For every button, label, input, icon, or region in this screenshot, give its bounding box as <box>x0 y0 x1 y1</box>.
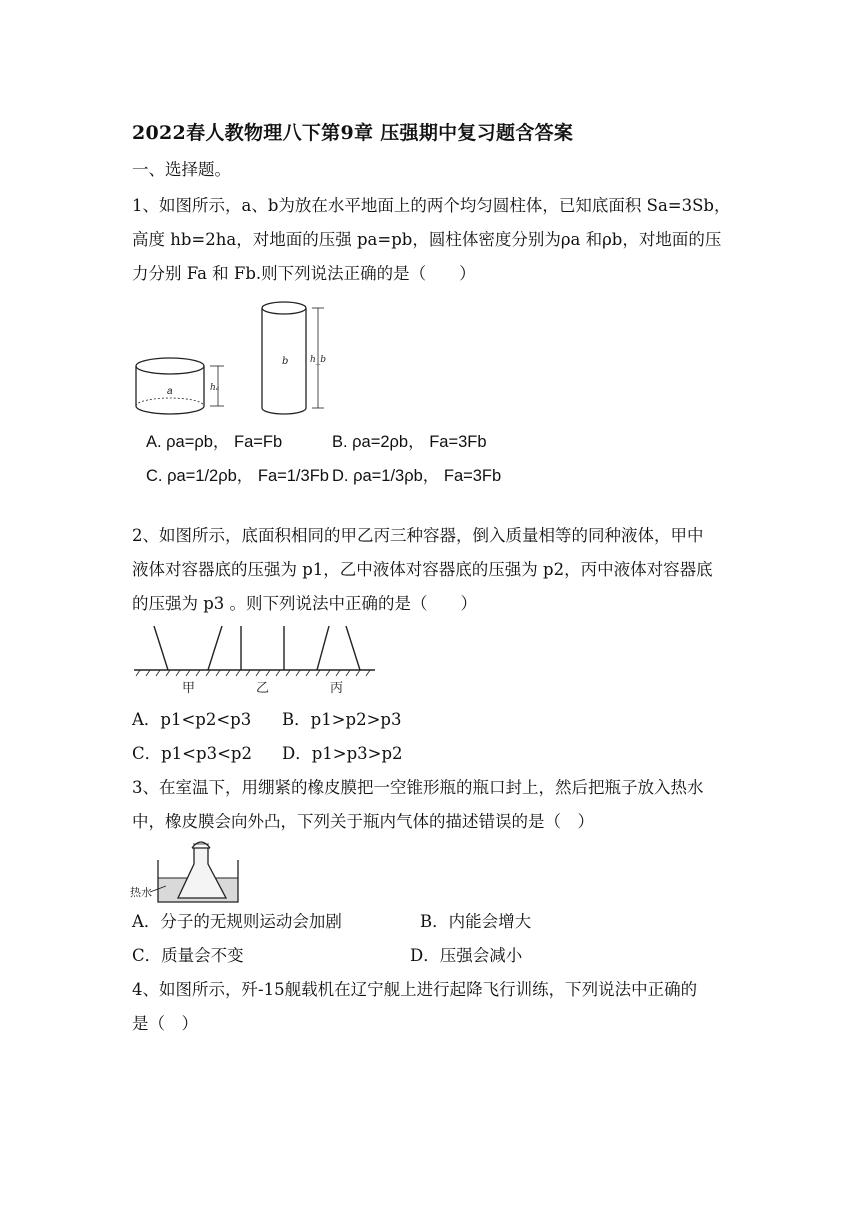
q2-text-line-2: 液体对容器底的压强为 p1，乙中液体对容器底的压强为 p2，丙中液体对容器底 <box>132 560 713 579</box>
q4-text-line-1: 4、如图所示，歼-15舰载机在辽宁舰上进行起降飞行训练，下列说法中正确的 <box>132 980 698 999</box>
svg-text:b: b <box>282 356 289 367</box>
q1-option-d[interactable]: D. ρa=1/3ρb， Fa=3Fb <box>332 467 502 485</box>
q1-text-line-1: 1、如图所示，a、b为放在水平地面上的两个均匀圆柱体，已知底面积 Sa=3Sb， <box>132 196 731 215</box>
svg-text:hₐ: hₐ <box>210 383 220 393</box>
q3-option-a[interactable]: A．分子的无规则运动会加剧 <box>132 912 342 931</box>
svg-text:h_b: h_b <box>310 355 327 365</box>
q2-option-a[interactable]: A．p1<p2<p3 <box>132 710 252 729</box>
q1-text-line-3: 力分别 Fa 和 Fb.则下列说法正确的是（ ） <box>132 264 476 283</box>
cylinder-b <box>262 302 326 414</box>
container-bing-left <box>317 626 329 670</box>
section-heading: 一、选择题。 <box>132 160 231 179</box>
q4-text-line-2: 是（ ） <box>132 1014 198 1033</box>
cylinder-a <box>136 358 224 414</box>
label-bing: 丙 <box>330 681 344 696</box>
q2-text-line-1: 2、如图所示，底面积相同的甲乙丙三种容器，倒入质量相等的同种液体，甲中 <box>132 526 704 545</box>
q2-containers-figure <box>132 622 377 697</box>
q1-option-c[interactable]: C. ρa=1/2ρb， Fa=1/3Fb <box>146 467 329 485</box>
container-jia-left <box>154 626 168 670</box>
q1-option-a[interactable]: A. ρa=ρb， Fa=Fb <box>146 433 283 451</box>
q2-option-d[interactable]: D．p1>p3>p2 <box>282 744 403 763</box>
q3-option-b[interactable]: B．内能会增大 <box>420 912 532 931</box>
q3-text-line-1: 3、在室温下，用绷紧的橡皮膜把一空锥形瓶的瓶口封上，然后把瓶子放入热水 <box>132 778 704 797</box>
q3-option-c[interactable]: C．质量会不变 <box>132 946 244 965</box>
container-bing-right <box>346 626 360 670</box>
q3-option-d[interactable]: D．压强会减小 <box>410 946 523 965</box>
q3-flask-figure <box>130 834 245 906</box>
label-yi: 乙 <box>256 681 270 696</box>
q2-option-c[interactable]: C．p1<p3<p2 <box>132 744 252 763</box>
q1-option-b[interactable]: B. ρa=2ρb， Fa=3Fb <box>332 433 487 451</box>
document-title: 2022春人教物理八下第9章 压强期中复习题含答案 <box>132 122 574 144</box>
q2-option-b[interactable]: B．p1>p2>p3 <box>282 710 402 729</box>
q2-text-line-3: 的压强为 p3 。则下列说法中正确的是（ ） <box>132 594 478 613</box>
label-jia: 甲 <box>182 681 196 696</box>
q1-text-line-2: 高度 hb=2ha，对地面的压强 pa=pb，圆柱体密度分别为ρa 和ρb，对地面的压 <box>132 230 722 249</box>
q3-text-line-2: 中，橡皮膜会向外凸，下列关于瓶内气体的描述错误的是（ ） <box>132 812 594 831</box>
hot-water-label: 热水 <box>130 886 152 899</box>
container-jia-right <box>208 626 222 670</box>
svg-text:a: a <box>167 386 173 397</box>
q1-cylinders-figure <box>132 298 352 423</box>
